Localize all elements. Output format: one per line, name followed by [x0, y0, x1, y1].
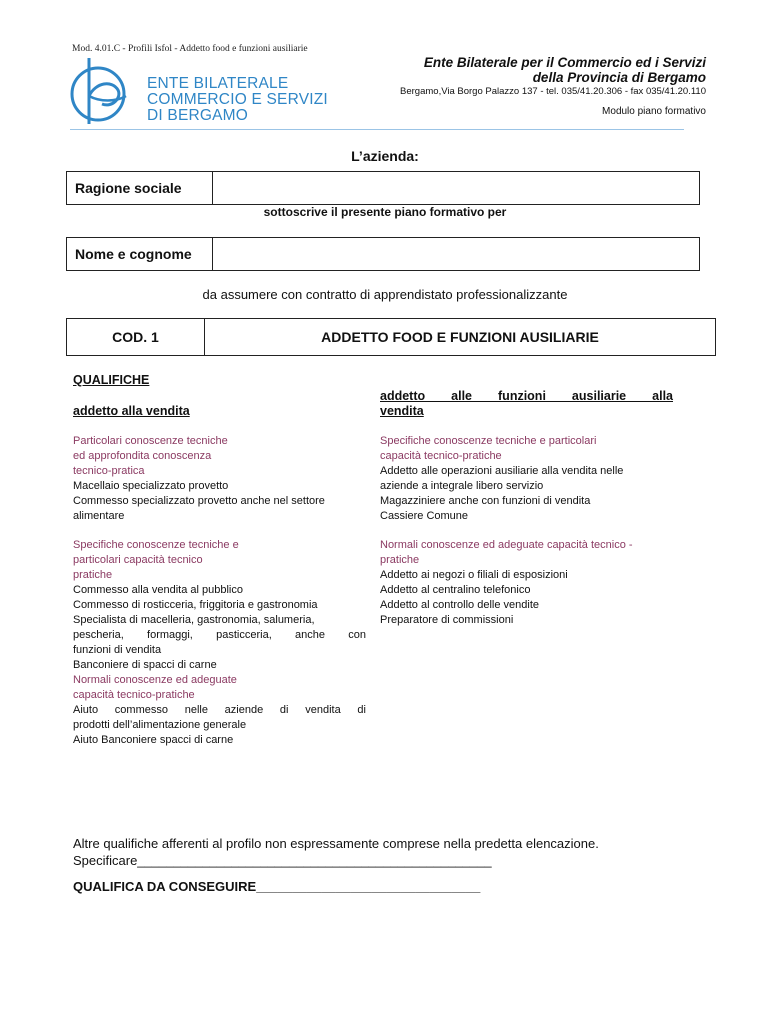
org-name-line1: Ente Bilaterale per il Commercio ed i Servizi: [423, 55, 706, 70]
cod-label: COD. 1: [67, 319, 205, 355]
list-item: Commesso specializzato provetto anche nel settore: [73, 495, 325, 507]
group-heading: Specifiche conoscenze tecniche e: [73, 539, 239, 551]
list-item: aziende a integrale libero servizio: [380, 480, 544, 492]
qualifiche-heading: QUALIFICHE: [73, 373, 150, 387]
group-heading: Normali conoscenze ed adeguate capacità tecnico -: [380, 539, 633, 551]
ragione-sociale-row: [66, 171, 700, 205]
logo-icon: [66, 56, 146, 133]
header-divider: [70, 129, 684, 130]
list-item: Commesso alla vendita al pubblico: [73, 584, 243, 596]
nome-cognome-row: [66, 237, 700, 271]
group-heading: capacità tecnico-pratiche: [380, 450, 502, 462]
list-item: Aiuto commesso nelle aziende di vendita di: [73, 704, 366, 716]
ragione-sociale-field[interactable]: [213, 172, 699, 204]
list-item: alimentare: [73, 510, 125, 522]
altre-qualifiche: [73, 835, 599, 869]
right-column: [380, 434, 680, 628]
specificare-field[interactable]: Specificare_________________________________________________: [73, 853, 492, 868]
group-heading: ed approfondita conoscenza: [73, 450, 212, 462]
logo-text: [147, 76, 328, 124]
list-item: Preparatore di commissioni: [380, 614, 514, 626]
group-heading: tecnico-pratica: [73, 465, 145, 477]
org-name-line2: della Provincia di Bergamo: [532, 70, 706, 85]
list-item: Addetto al controllo delle vendite: [380, 599, 539, 611]
cod-title: ADDETTO FOOD E FUNZIONI AUSILIARIE: [321, 329, 599, 345]
group-heading: pratiche: [73, 569, 113, 581]
list-item: Cassiere Comune: [380, 510, 469, 522]
group-heading: Specifiche conoscenze tecniche e particolari: [380, 435, 597, 447]
contract-text: da assumere con contratto di apprendistato professionalizzante: [202, 287, 568, 302]
altre-qualifiche-text: Altre qualifiche afferenti al profilo non espressamente comprese nella predetta elencazione.: [73, 836, 599, 851]
module-reference: Mod. 4.01.C - Profili Isfol - Addetto food e funzioni ausiliarie: [72, 44, 308, 54]
nome-cognome-label: Nome e cognome: [67, 238, 213, 270]
group-heading: Normali conoscenze ed adeguate: [73, 674, 237, 686]
group-heading: particolari capacità tecnico: [73, 554, 203, 566]
list-item: funzioni di vendita: [73, 644, 162, 656]
logo-line: COMMERCIO E SERVIZI: [147, 91, 328, 108]
ragione-sociale-label: Ragione sociale: [67, 172, 213, 204]
left-column-title: addetto alla vendita: [73, 404, 190, 418]
qualifica-da-conseguire-field[interactable]: QUALIFICA DA CONSEGUIRE_______________________________: [73, 879, 481, 894]
list-item: Addetto al centralino telefonico: [380, 584, 531, 596]
org-address: Bergamo,Via Borgo Palazzo 137 - tel. 035/41.20.306 - fax 035/41.20.110: [400, 86, 706, 97]
list-item: Addetto alle operazioni ausiliarie alla vendita nelle: [380, 465, 624, 477]
cod-box: [66, 318, 716, 356]
left-column: [73, 434, 366, 748]
logo-line: ENTE BILATERALE: [147, 75, 289, 92]
list-item: Commesso di rosticceria, friggitoria e gastronomia: [73, 599, 318, 611]
right-column-title-line1: addetto alle funzioni ausiliarie alla: [380, 389, 673, 403]
list-item: Addetto ai negozi o filiali di esposizioni: [380, 569, 568, 581]
group-heading: Particolari conoscenze tecniche: [73, 435, 228, 447]
list-item: pescheria, formaggi, pasticceria, anche con: [73, 629, 366, 641]
group-heading: capacità tecnico-pratiche: [73, 689, 195, 701]
list-item: Macellaio specializzato provetto: [73, 480, 229, 492]
right-column-title-line2: vendita: [380, 404, 424, 418]
list-item: Aiuto Banconiere spacci di carne: [73, 734, 234, 746]
nome-cognome-field[interactable]: [213, 238, 699, 270]
azienda-heading: L’azienda:: [351, 148, 419, 164]
form-name: Modulo piano formativo: [602, 106, 706, 117]
logo-line: DI BERGAMO: [147, 107, 249, 124]
list-item: prodotti dell’alimentazione generale: [73, 719, 247, 731]
list-item: Magazziniere anche con funzioni di vendita: [380, 495, 591, 507]
sottoscrive-text: sottoscrive il presente piano formativo per: [263, 205, 507, 219]
list-item: Banconiere di spacci di carne: [73, 659, 217, 671]
list-item: Specialista di macelleria, gastronomia, salumeria,: [73, 614, 315, 626]
group-heading: pratiche: [380, 554, 420, 566]
